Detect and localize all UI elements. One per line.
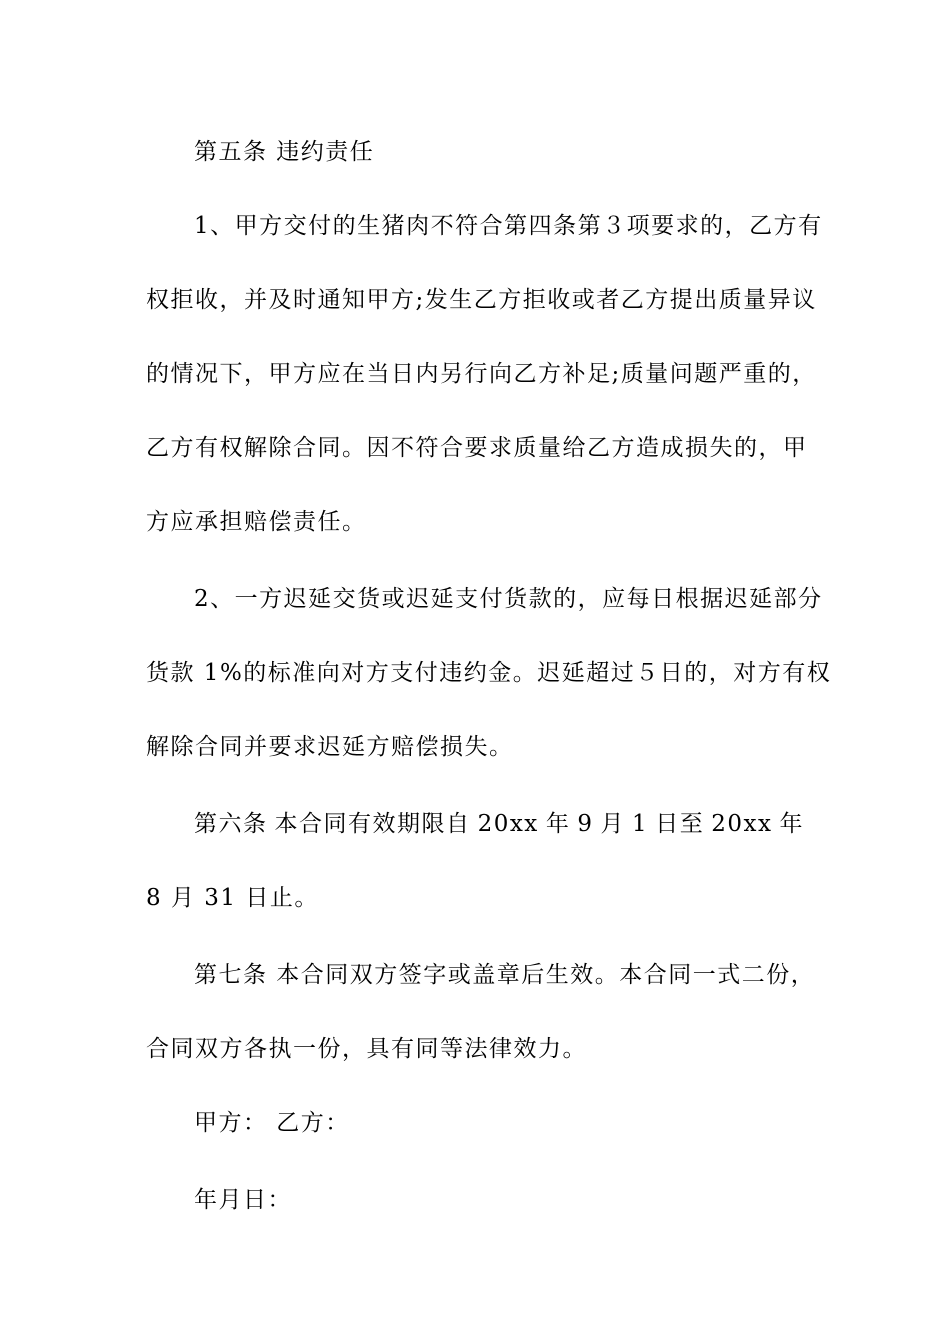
article5-item1-line3: 的情况下，甲方应在当日内另行向乙方补足;质量问题严重的， xyxy=(146,361,817,387)
article5-item2-line3: 解除合同并要求迟延方赔偿损失。 xyxy=(146,734,514,760)
article6-line1 xyxy=(194,809,804,839)
signature-date: 年月日： xyxy=(194,1187,292,1213)
article6-part: 日至 xyxy=(655,811,705,837)
article6-part: 月 xyxy=(600,811,626,837)
article6-part: 年 xyxy=(779,811,804,837)
article7-line1: 第七条 本合同双方签字或盖章后生效。本合同一式二份， xyxy=(194,962,816,988)
article5-item1-line1: 1、甲方交付的生猪肉不符合第四条第３项要求的，乙方有 xyxy=(194,213,823,239)
article6-line2: 8 月 31 日止。 xyxy=(146,885,319,911)
article6-part: 1 xyxy=(632,811,649,837)
article5-item1-line5: 方应承担赔偿责任。 xyxy=(146,509,367,535)
article6-part: 20xx xyxy=(477,811,539,837)
article5-item1-line4: 乙方有权解除合同。因不符合要求质量给乙方造成损失的，甲 xyxy=(146,435,808,461)
signature-parties: 甲方： 乙方： xyxy=(194,1110,350,1136)
article6-part: 本合同有效期限自 xyxy=(274,811,471,837)
article6-part: 第六条 xyxy=(194,811,268,837)
article5-item2-line2: 货款 1%的标准向对方支付违约金。迟延超过５日的，对方有权 xyxy=(146,660,832,686)
article6-part: 年 xyxy=(545,811,571,837)
article6-part: 20xx xyxy=(711,811,773,837)
article5-item2-line1: 2、一方迟延交货或迟延支付货款的，应每日根据迟延部分 xyxy=(194,586,823,612)
article5-item1-line2: 权拒收，并及时通知甲方;发生乙方拒收或者乙方提出质量异议 xyxy=(146,287,817,313)
article6-part: 9 xyxy=(577,811,594,837)
article5-heading: 第五条 违约责任 xyxy=(194,139,375,165)
article7-line2: 合同双方各执一份，具有同等法律效力。 xyxy=(146,1036,587,1062)
